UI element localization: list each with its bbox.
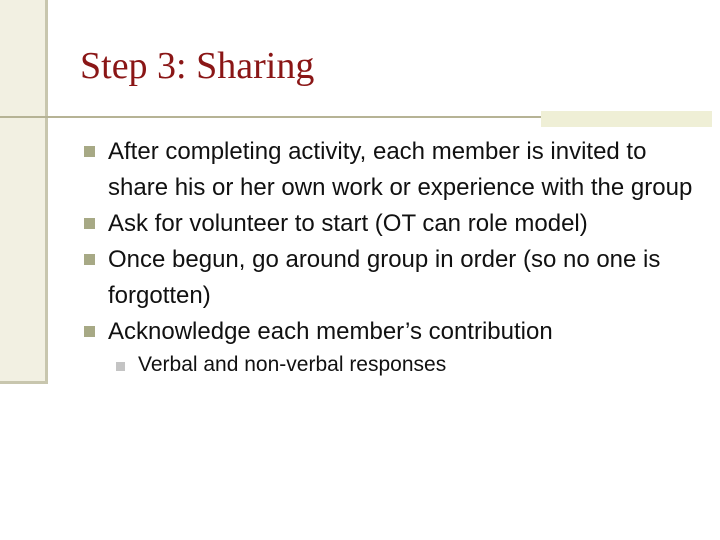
bullet-item <box>84 134 704 206</box>
bullet-text: Acknowledge each member’s contribution <box>108 318 553 345</box>
bullet-text: After completing activity, each member is invited to share his or her own work or experience with the group <box>108 138 693 201</box>
title-divider-accent <box>541 111 712 127</box>
left-accent-band-base <box>0 381 48 384</box>
sub-bullet-item <box>116 350 704 380</box>
bullet-text: Ask for volunteer to start (OT can role model) <box>108 210 588 237</box>
sub-bullet-text: Verbal and non-verbal responses <box>138 353 447 376</box>
square-bullet-icon <box>84 218 95 229</box>
square-bullet-icon <box>84 146 95 157</box>
left-accent-band-edge <box>45 0 48 383</box>
left-accent-band <box>0 0 47 383</box>
bullet-item <box>84 314 704 350</box>
bullet-item <box>84 242 704 314</box>
bullet-list <box>84 134 704 380</box>
square-bullet-icon <box>84 254 95 265</box>
square-bullet-icon <box>84 326 95 337</box>
bullet-text: Once begun, go around group in order (so no one is forgotten) <box>108 246 661 309</box>
square-sub-bullet-icon <box>116 362 125 371</box>
slide-title: Step 3: Sharing <box>80 45 315 87</box>
bullet-item <box>84 206 704 242</box>
